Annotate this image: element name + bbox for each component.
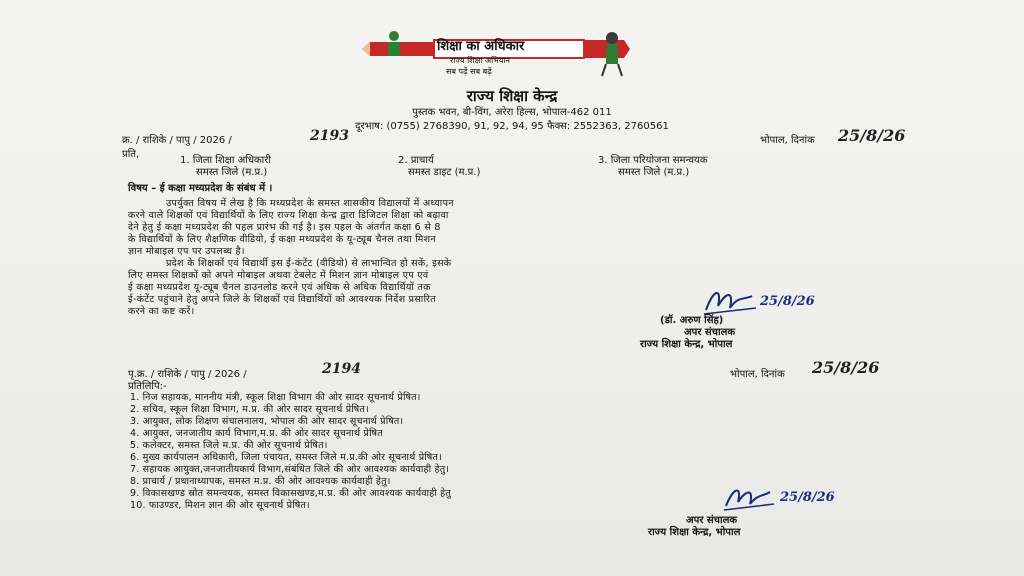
dispatch-number: 2193 bbox=[310, 128, 349, 144]
copy-reference-number: पृ.क्र. / राशिके / पापु / 2026 / bbox=[128, 369, 247, 380]
copy-dispatch-number: 2194 bbox=[322, 361, 361, 377]
recipient-1: 1. जिला शिक्षा अधिकारी bbox=[180, 155, 271, 166]
cc-item: 3. आयुक्त, लोक शिक्षण संचालनालय, भोपाल की ओर सादर सूचनार्थ प्रेषित। bbox=[130, 416, 404, 427]
date-label: भोपाल, दिनांक bbox=[760, 135, 815, 146]
cc-item: 8. प्राचार्य / प्रधानाध्यापक, समस्त म.प्र. की ओर आवश्यक कार्यवाही हेतु। bbox=[130, 476, 391, 487]
logo-subtitle: राज्य शिक्षा अभियान bbox=[450, 56, 510, 65]
to-label: प्रति, bbox=[122, 149, 140, 160]
signature-icon bbox=[720, 484, 778, 514]
recipient-3-scope: समस्त जिले (म.प्र.) bbox=[618, 167, 690, 178]
cc-item: 1. निज सहायक, माननीय मंत्री, स्कूल शिक्षा विभाग की ओर सादर सूचनार्थ प्रेषित। bbox=[130, 392, 421, 403]
copy-signatory-office: राज्य शिक्षा केन्द्र, भोपाल bbox=[648, 527, 741, 538]
paragraph-2-line: करने का कष्ट करें। bbox=[128, 306, 195, 317]
copy-letter-date: 25/8/26 bbox=[812, 358, 880, 377]
office-address: पुस्तक भवन, बी-विंग, अरेरा हिल्स, भोपाल-462 011 bbox=[412, 107, 612, 118]
copy-signatory-title: अपर संचालक bbox=[686, 515, 738, 526]
paragraph-1-line: करने वाले शिक्षकों एवं विद्यार्थियों के लिए राज्य शिक्षा केन्द्र द्वारा डिजिटल शिक्षा को बढ़ावा bbox=[128, 210, 449, 221]
recipient-1-scope: समस्त जिले (म.प्र.) bbox=[196, 167, 268, 178]
subject-line: विषय – ई कक्षा मध्यप्रदेश के संबंध में । bbox=[128, 183, 273, 194]
cc-item: 9. विकासखण्ड स्रोत समन्वयक, समस्त विकासखण्ड,म.प्र. की ओर आवश्यक कार्यवाही हेतु bbox=[130, 488, 452, 499]
cc-item: 10. फाउण्डर, मिशन ज्ञान की ओर सूचनार्थ प्रेषित। bbox=[130, 500, 310, 511]
signatory-title: अपर संचालक bbox=[684, 327, 736, 338]
paragraph-2-line: ई कक्षा मध्यप्रदेश यू-ट्यूब चैनल डाउनलोड करने एवं अधिक से अधिक विद्यार्थियों तक bbox=[128, 282, 431, 293]
cc-item: 7. सहायक आयुक्त,जनजातीयकार्य विभाग,संबंधित जिले की ओर आवश्यक कार्यवाही हेतु। bbox=[130, 464, 450, 475]
signature-date: 25/8/26 bbox=[760, 294, 815, 309]
office-name: राज्य शिक्षा केन्द्र bbox=[466, 87, 558, 105]
cc-label: प्रतिलिपि:- bbox=[128, 381, 167, 392]
cc-item: 6. मुख्य कार्यपालन अधिकारी, जिला पंचायत, समस्त जिले म.प्र.की ओर सूचनार्थ प्रेषित। bbox=[130, 452, 442, 463]
cc-item: 2. सचिव, स्कूल शिक्षा विभाग, म.प्र. की ओर सादर सूचनार्थ प्रेषित। bbox=[130, 404, 369, 415]
copy-signature-date: 25/8/26 bbox=[780, 490, 835, 505]
reference-number: क्र. / राशिके / पापु / 2026 / bbox=[122, 135, 232, 146]
paragraph-2-line: ई-कंटेंट पहुंचाने हेतु अपने जिले के शिक्षकों एवं विद्यार्थियों को आवश्यक निर्देश प्रसारित bbox=[128, 294, 436, 305]
logo-tagline: सब पढ़ें सब बढ़ें bbox=[446, 67, 492, 76]
paragraph-1-line: ज्ञान मोबाइल एप पर उपलब्ध है। bbox=[128, 246, 245, 257]
recipient-2-scope: समस्त डाइट (म.प्र.) bbox=[408, 167, 481, 178]
logo-title: शिक्षा का अधिकार bbox=[437, 39, 525, 54]
paragraph-1-line: के विद्यार्थियों के लिए शैक्षणिक वीडियो, ई कक्षा मध्यप्रदेश के यू-ट्यूब चैनल तथा मिशन bbox=[128, 234, 436, 245]
paragraph-1-line: देने हेतु ई कक्षा मध्यप्रदेश की पहल प्रारंभ की गई है। इस पहल के अंतर्गत कक्षा 6 से 8 bbox=[128, 222, 441, 233]
signatory-name: (डॉ. अरुण सिंह) bbox=[660, 315, 724, 326]
paragraph-2-line: लिए समस्त शिक्षकों को अपने मोबाइल अथवा टेबलेट में मिशन ज्ञान मोबाइल एप एवं bbox=[128, 270, 429, 281]
office-phone: दूरभाष: (0755) 2768390, 91, 92, 94, 95 फैक्स: 2552363, 2760561 bbox=[355, 121, 669, 132]
recipient-2: 2. प्राचार्य bbox=[398, 155, 434, 166]
logo-banner bbox=[362, 30, 652, 86]
paragraph-2-line: प्रदेश के शिक्षकों एवं विद्यार्थी इस ई-कंटेंट (वीडियो) से लाभान्वित हो सकें, इसके bbox=[166, 258, 452, 269]
paragraph-1-line: उपर्युक्त विषय में लेख है कि मध्यप्रदेश के समस्त शासकीय विद्यालयों में अध्यापन bbox=[166, 198, 454, 209]
copy-date-label: भोपाल, दिनांक bbox=[730, 369, 785, 380]
letter-date: 25/8/26 bbox=[838, 126, 906, 145]
cc-item: 5. कलेक्टर, समस्त जिले म.प्र. की ओर सूचनार्थ प्रेषित। bbox=[130, 440, 328, 451]
recipient-3: 3. जिला परियोजना समन्वयक bbox=[598, 155, 708, 166]
cc-item: 4. आयुक्त, जनजातीय कार्य विभाग,म.प्र. की ओर सादर सूचनार्थ प्रेषित bbox=[130, 428, 383, 439]
signatory-office: राज्य शिक्षा केन्द्र, भोपाल bbox=[640, 339, 733, 350]
